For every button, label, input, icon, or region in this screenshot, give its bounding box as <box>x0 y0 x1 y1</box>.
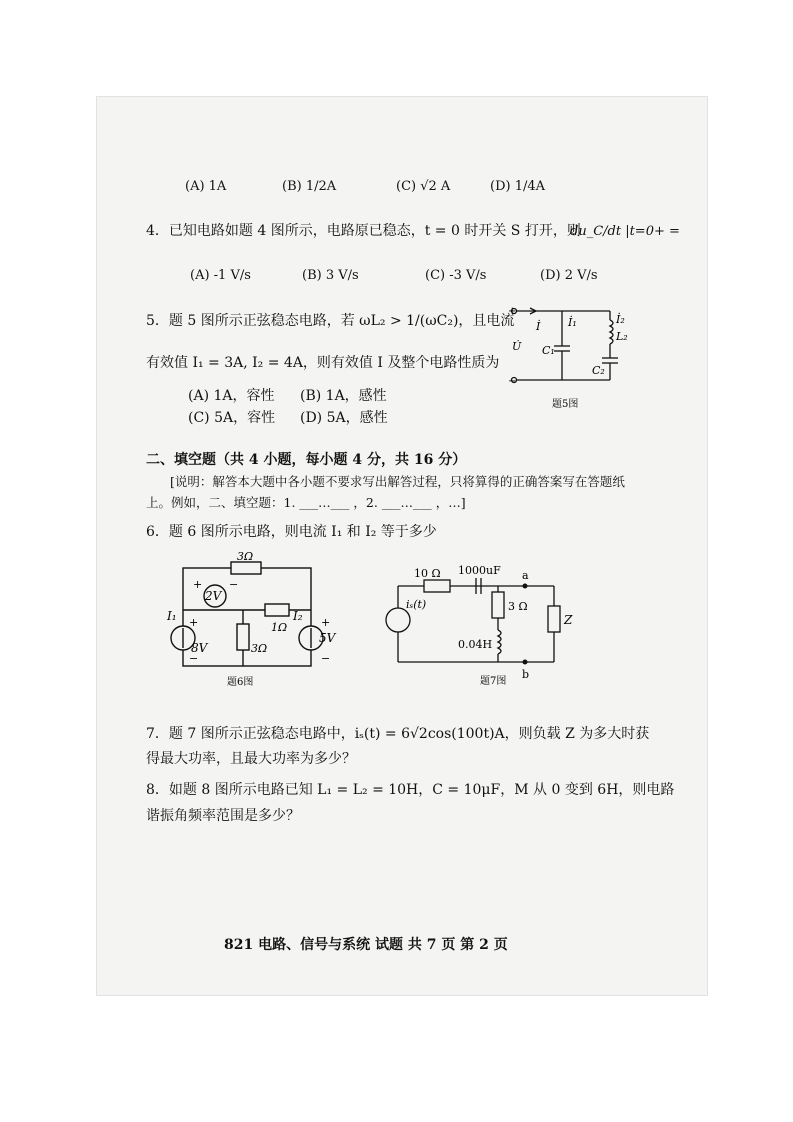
svg-text:−: − <box>321 652 331 665</box>
fig6-label-r2: 1Ω <box>271 621 288 634</box>
fig6-label-r3: 3Ω <box>251 642 268 655</box>
fig5-label-c1: C₁ <box>542 344 555 357</box>
fig6-label-v3: 5V <box>319 631 336 645</box>
q5-option-a: (A) 1A，容性 <box>188 388 275 404</box>
q5-option-c: (C) 5A，容性 <box>188 410 276 426</box>
figure-5-circuit <box>500 300 630 415</box>
fig7-label-z: Z <box>564 613 573 627</box>
q5-option-d: (D) 5A，感性 <box>300 410 388 426</box>
fig5-label-u: U̇ <box>512 340 522 353</box>
figure-6-circuit <box>165 550 345 693</box>
q4-text: 4．已知电路如题 4 图所示，电路原已稳态，t = 0 时开关 S 打开，则 <box>146 223 581 239</box>
svg-text:−: − <box>508 376 517 387</box>
fig6-caption: 题6图 <box>227 677 254 688</box>
q3-option-b: (B) 1/2A <box>282 179 337 194</box>
fig7-label-a: a <box>522 569 529 582</box>
q3-option-c: (C) √2 A <box>396 179 451 194</box>
q5-text-line2: 有效值 I₁ = 3A, I₂ = 4A，则有效值 I 及整个电路性质为 <box>146 355 500 371</box>
fig7-label-c: 1000uF <box>458 564 501 577</box>
q7-text-line1: 7．题 7 图所示正弦稳态电路中，iₛ(t) = 6√2cos(100t)A，则负载 Z 为多大时获 <box>146 726 650 742</box>
q4-option-b: (B) 3 V/s <box>302 268 359 283</box>
q3-option-d: (D) 1/4A <box>490 179 546 194</box>
q8-text-line1: 8．如题 8 图所示电路已知 L₁ = L₂ = 10H，C = 10μF，M 从 0 变到 6H，则电路 <box>146 782 675 798</box>
fig5-label-i1: İ₁ <box>568 316 577 329</box>
fig5-label-i: İ <box>536 320 541 333</box>
svg-text:+: + <box>321 616 331 629</box>
q4-expression: du_C/dt |t=0+ = <box>570 224 680 239</box>
svg-text:−: − <box>189 652 199 665</box>
section2-note-line2: 上。例如，二、填空题：1. ___…___ ，2. ___…___ ，…] <box>146 495 466 510</box>
fig5-label-l2: L₂ <box>616 330 628 343</box>
q5-text-line1: 5．题 5 图所示正弦稳态电路，若 ωL₂ > 1/(ωC₂)，且电流 <box>146 313 515 329</box>
q4-option-c: (C) -3 V/s <box>425 268 487 283</box>
q3-option-a: (A) 1A <box>185 179 227 194</box>
svg-text:+: + <box>193 578 203 591</box>
fig7-label-r1: 10 Ω <box>414 567 441 580</box>
fig7-label-r2: 3 Ω <box>508 600 528 613</box>
q5-option-b: (B) 1A，感性 <box>300 388 387 404</box>
fig6-label-v2: 8V <box>191 641 208 655</box>
fig7-label-l: 0.04H <box>458 638 493 651</box>
q4-option-d: (D) 2 V/s <box>540 268 598 283</box>
fig7-label-b: b <box>522 668 530 681</box>
figure-7-circuit <box>380 562 590 692</box>
page-footer: 821 电路、信号与系统 试题 共 7 页 第 2 页 <box>224 937 508 953</box>
fig6-label-v1: 2V <box>205 589 222 603</box>
fig7-caption: 题7图 <box>480 676 507 687</box>
fig5-label-c2: C₂ <box>592 364 605 377</box>
fig6-label-i2: I₂ <box>293 609 303 623</box>
fig5-caption: 题5图 <box>552 399 579 410</box>
svg-text:+: + <box>508 306 517 317</box>
q7-text-line2: 得最大功率，且最大功率为多少？ <box>146 751 356 767</box>
svg-text:+: + <box>189 616 199 629</box>
svg-text:−: − <box>229 578 239 591</box>
q6-text: 6．题 6 图所示电路，则电流 I₁ 和 I₂ 等于多少 <box>146 524 437 540</box>
fig5-label-i2: İ₂ <box>616 313 625 326</box>
q4-option-a: (A) -1 V/s <box>190 268 251 283</box>
q8-text-line2: 谐振角频率范围是多少？ <box>146 808 300 824</box>
section2-note-line1: [说明：解答本大题中各小题不要求写出解答过程，只将算得的正确答案写在答题纸 <box>170 474 625 489</box>
fig6-label-r1: 3Ω <box>237 550 254 563</box>
section2-heading: 二、填空题（共 4 小题，每小题 4 分，共 16 分） <box>146 452 467 468</box>
fig7-label-is: iₛ(t) <box>406 598 427 611</box>
fig6-label-i1: I₁ <box>167 609 177 623</box>
